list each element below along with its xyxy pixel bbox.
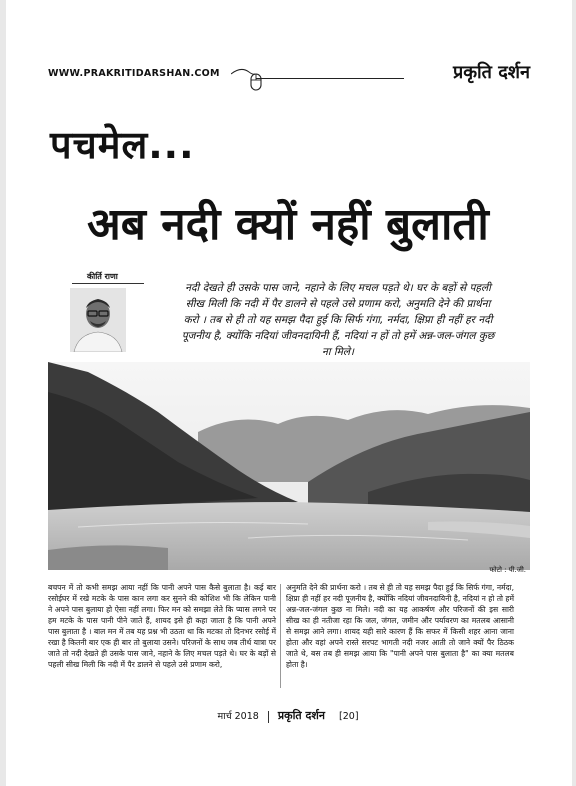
magazine-brand: प्रकृति दर्शन — [452, 62, 530, 83]
author-name: कीर्ति राणा — [87, 272, 118, 281]
photo-credit: फोटो : पी.जी. — [489, 566, 526, 574]
section-label: पचमेल... — [50, 123, 195, 167]
magazine-header — [48, 60, 530, 88]
footer-brand: प्रकृति दर्शन — [277, 709, 325, 722]
author-photo — [70, 288, 126, 352]
computer-mouse-icon — [231, 64, 271, 94]
article-headline: अब नदी क्यों नहीं बुलाती — [87, 199, 489, 250]
page-footer — [0, 708, 576, 723]
body-column-left: बचपन में तो कभी समझ आया नहीं कि पानी अपने पास कैसे बुलाता है। कई बार रसोईघर में रखे मटके के पास कान लगा कर सुनने की कोशिश भी कि लेकिन पानी ने अपने पास बुलाया हो ऐसा नहीं लगा। फिर मन को समझा लेते कि प्यास लगने पर हम मटके के पास पानी पीने जाते हैं, शायद इसे ही कहा जाता है कि पानी अपने पास बुलाता है । बाल मन में तब यह प्रश्न भी उठता था कि मटका तो दिनभर रसोई में रखा है कितनी बार एक ही बार तो बुलाया उसने। परिजनों के साथ जब तीर्थ यात्रा पर जाते तो नदी देखते ही उसके पास जाने, नहाने के लिए मचल पड़ते थे। घर के बड़ों से पहली सीख मिली कि नदी में पैर डालने से पहले उसे प्रणाम करो, — [48, 583, 276, 669]
column-divider — [280, 584, 281, 688]
body-column-right: अनुमति देने की प्रार्थना करो । तब से ही तो यह समझ पैदा हुई कि सिर्फ गंगा, नर्मदा, क्षिप्रा ही नहीं हर नदी पूजनीय है, क्योंकि नदियां जीवनदायिनी है, नदियां न हो तो हमें अन्न-जल-जंगल कुछ ना मिले। नदी का यह आकर्षण और परिजनों की इस सारी सीख का ही नतीजा रहा कि जल, जंगल, जमीन और पर्यावरण का मतलब आसानी से समझ आने लगा। शायद यही सारे कारण हैं कि सफर में किसी शहर आना जाना होता और वहां अपने रास्ते सरपट भागती नदी नजर आती तो जाने क्यों पैर ठिठक जाते थे, बस तब ही समझ आया कि "पानी अपने पास बुलाता है" का क्या मतलब होता है। — [286, 583, 514, 669]
header-rule — [256, 78, 404, 79]
page-number: [20] — [339, 711, 359, 722]
site-url[interactable]: WWW.PRAKRITIDARSHAN.COM — [48, 68, 220, 79]
article-lead: नदी देखते ही उसके पास जाने, नहाने के लिए मचल पड़ते थे। घर के बड़ों से पहली सीख मिली कि नदी में पैर डालने से पहले उसे प्रणाम करो, अनुमति देने की प्रार्थना करो । तब से ही तो यह समझ पैदा हुई कि सिर्फ गंगा, नर्मदा, क्षिप्रा ही नहीं हर नदी पूजनीय है, क्योंकि नदियां जीवनदायिनी हैं, नदियां न हों तो हमें अन्न-जल-जंगल कुछ ना मिले। — [181, 282, 495, 358]
issue-date: मार्च 2018 — [217, 711, 259, 722]
footer-separator — [268, 711, 269, 723]
author-rule — [72, 283, 144, 284]
river-landscape-photo — [48, 362, 530, 570]
